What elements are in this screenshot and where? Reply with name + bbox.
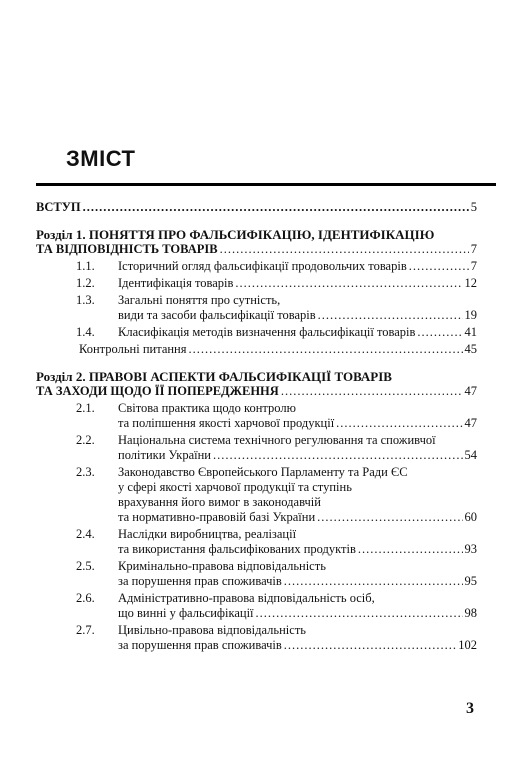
toc-entry-label: Класифікація методів визначення фальсифікації товарів (118, 325, 416, 339)
toc-entry-number: 1.4. (76, 325, 95, 339)
toc-entry-2-2[interactable] (36, 433, 477, 463)
toc-entry-2-5[interactable] (36, 559, 477, 589)
toc-entry-number: 2.7. (76, 623, 95, 637)
toc-page-number: 95 (464, 574, 477, 588)
toc-entry-number: 2.1. (76, 401, 95, 415)
toc-page-number: 47 (464, 384, 477, 398)
toc-page-number: 45 (464, 342, 477, 356)
toc-entry-number: 2.5. (76, 559, 95, 573)
section-title-line: ТА ВІДПОВІДНІСТЬ ТОВАРІВ (36, 242, 218, 256)
table-of-contents (36, 200, 477, 653)
dot-leader (213, 448, 463, 463)
toc-entry-label: за порушення прав споживачів (118, 638, 282, 652)
toc-entry-number: 2.3. (76, 465, 95, 479)
toc-entry-2-1[interactable] (36, 401, 477, 431)
toc-entry-control-questions[interactable] (36, 342, 477, 357)
dot-leader (417, 325, 462, 340)
dot-leader (284, 638, 456, 653)
toc-entry-label: Кримінально-правова відповідальність (118, 559, 326, 573)
toc-page-number: 93 (464, 542, 477, 556)
toc-entry-number: 2.6. (76, 591, 95, 605)
toc-page-number: 60 (464, 510, 477, 524)
dot-leader (409, 259, 469, 274)
dot-leader (284, 574, 463, 589)
dot-leader (336, 416, 462, 431)
dot-leader (281, 384, 463, 399)
toc-entry-label: Національна система технічного регулювання та споживчої (118, 433, 436, 447)
toc-entry-2-6[interactable] (36, 591, 477, 621)
title-rule (36, 183, 496, 186)
section-title-line: ТА ЗАХОДИ ЩОДО ЇЇ ПОПЕРЕДЖЕННЯ (36, 384, 279, 398)
page-title: ЗМІСТ (66, 146, 136, 171)
toc-entry-label: Контрольні питання (79, 342, 187, 356)
toc-page-number: 7 (470, 259, 477, 273)
toc-page-number: 7 (470, 242, 477, 256)
toc-entry-number: 1.1. (76, 259, 95, 273)
toc-entry-2-3[interactable] (36, 465, 477, 525)
toc-entry-number: 1.2. (76, 276, 95, 290)
toc-entry-label: Цивільно-правова відповідальність (118, 623, 306, 637)
toc-entry-label: ВСТУП (36, 200, 81, 214)
toc-entry-1-3[interactable] (36, 293, 477, 323)
toc-entry-1-2[interactable] (36, 276, 477, 291)
toc-page-number: 19 (464, 308, 477, 322)
toc-entry-label: Адміністративно-правова відповідальність осіб, (118, 591, 375, 605)
dot-leader (220, 242, 469, 257)
dot-leader (358, 542, 463, 557)
toc-entry-label: Наслідки виробництва, реалізації (118, 527, 297, 541)
page-number: 3 (466, 700, 474, 717)
dot-leader (235, 276, 462, 291)
toc-entry-label: Історичний огляд фальсифікації продовольчих товарів (118, 259, 407, 273)
dot-leader (256, 606, 463, 621)
dot-leader (318, 308, 463, 323)
toc-entry-1-4[interactable] (36, 325, 477, 340)
toc-page-number: 41 (464, 325, 477, 339)
toc-page-number: 12 (464, 276, 477, 290)
toc-entry-label: Ідентифікація товарів (118, 276, 234, 290)
dot-leader (317, 510, 462, 525)
toc-entry-label: Загальні поняття про сутність, (118, 293, 281, 307)
toc-entry-label: за порушення прав споживачів (118, 574, 282, 588)
toc-page-number: 98 (464, 606, 477, 620)
toc-entry-label: та нормативно-правовій базі України (118, 510, 316, 524)
toc-page-number: 47 (464, 416, 477, 430)
toc-entry-label: що винні у фальсифікації (118, 606, 254, 620)
toc-entry-label: Законодавство Європейського Парламенту та Ради ЄС (118, 465, 408, 479)
toc-page-number: 54 (464, 448, 477, 462)
toc-entry-intro[interactable] (36, 200, 477, 215)
toc-entry-label: врахування його вимог в законодавчій (118, 495, 321, 509)
toc-section-1[interactable] (36, 227, 477, 257)
toc-entry-label: та використання фальсифікованих продуктів (118, 542, 356, 556)
toc-entry-2-7[interactable] (36, 623, 477, 653)
section-title-line: Розділ 2. ПРАВОВІ АСПЕКТИ ФАЛЬСИФІКАЦІЇ ТОВАРІВ (36, 369, 392, 384)
toc-entry-1-1[interactable] (36, 259, 477, 274)
toc-entry-label: Світова практика щодо контролю (118, 401, 296, 415)
dot-leader (83, 200, 469, 215)
toc-entry-2-4[interactable] (36, 527, 477, 557)
toc-entry-number: 1.3. (76, 293, 95, 307)
toc-entry-label: політики України (118, 448, 211, 462)
toc-section-2[interactable] (36, 369, 477, 399)
toc-entry-number: 2.4. (76, 527, 95, 541)
toc-entry-label: та поліпшення якості харчової продукції (118, 416, 335, 430)
toc-page-number: 5 (470, 200, 477, 214)
section-title-line: Розділ 1. ПОНЯТТЯ ПРО ФАЛЬСИФІКАЦІЮ, ІДЕНТИФІКАЦІЮ (36, 227, 435, 242)
toc-entry-label: у сфері якості харчової продукції та ступінь (118, 480, 352, 494)
toc-entry-number: 2.2. (76, 433, 95, 447)
toc-entry-label: види та засоби фальсифікації товарів (118, 308, 316, 322)
dot-leader (189, 342, 463, 357)
toc-page-number: 102 (458, 638, 477, 652)
